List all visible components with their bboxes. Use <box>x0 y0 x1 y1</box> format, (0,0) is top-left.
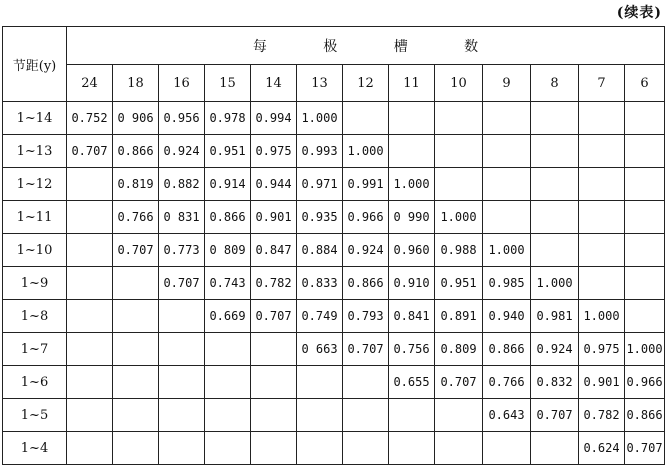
table-cell: 0.866 <box>205 201 251 234</box>
table-cell: 0.643 <box>483 399 531 432</box>
table-cell <box>113 432 159 465</box>
table-cell: 0.914 <box>205 168 251 201</box>
table-row <box>3 333 665 366</box>
table-cell <box>625 300 665 333</box>
table-cell <box>113 267 159 300</box>
slots-per-pole-header: 每 极 槽 数 <box>67 27 665 65</box>
table-cell: 0.743 <box>205 267 251 300</box>
table-cell: 0.773 <box>159 234 205 267</box>
table-cell <box>483 201 531 234</box>
table-cell: 0.866 <box>483 333 531 366</box>
table-cell <box>625 168 665 201</box>
table-cell <box>483 168 531 201</box>
continued-label: (续表) <box>616 5 662 21</box>
table-cell: 0.809 <box>435 333 483 366</box>
table-cell <box>579 267 625 300</box>
row-pitch-label: 1~11 <box>3 201 67 234</box>
table-cell: 0.940 <box>483 300 531 333</box>
table-row <box>3 267 665 300</box>
table-cell: 0.832 <box>531 366 579 399</box>
table-cell <box>389 399 435 432</box>
column-header-14: 14 <box>251 65 297 102</box>
table-cell <box>579 102 625 135</box>
table-cell: 0.707 <box>343 333 389 366</box>
table-cell: 0.882 <box>159 168 205 201</box>
row-pitch-label: 1~4 <box>3 432 67 465</box>
pitch-factor-table <box>2 26 665 465</box>
table-cell: 0 809 <box>205 234 251 267</box>
table-cell <box>579 135 625 168</box>
table-cell <box>67 366 113 399</box>
table-row <box>3 201 665 234</box>
table-cell <box>389 135 435 168</box>
column-header-18: 18 <box>113 65 159 102</box>
table-cell: 0.884 <box>297 234 343 267</box>
table-cell <box>67 234 113 267</box>
table-cell: 0.924 <box>343 234 389 267</box>
table-cell: 0.944 <box>251 168 297 201</box>
table-cell <box>435 168 483 201</box>
table-cell <box>205 366 251 399</box>
table-cell: 0.866 <box>113 135 159 168</box>
table-cell: 0.951 <box>435 267 483 300</box>
table-cell <box>251 366 297 399</box>
row-pitch-label: 1~7 <box>3 333 67 366</box>
table-row <box>3 168 665 201</box>
table-cell: 0.766 <box>483 366 531 399</box>
table-cell <box>159 333 205 366</box>
column-header-24: 24 <box>67 65 113 102</box>
table-cell <box>625 102 665 135</box>
pitch-header: 节距(y) <box>3 27 67 102</box>
table-cell <box>67 300 113 333</box>
table-cell <box>343 399 389 432</box>
table-cell <box>531 201 579 234</box>
table-cell: 0.707 <box>625 432 665 465</box>
table-cell <box>67 201 113 234</box>
table-cell <box>343 102 389 135</box>
table-cell: 1.000 <box>297 102 343 135</box>
table-cell <box>113 399 159 432</box>
table-cell <box>625 201 665 234</box>
table-cell: 0.910 <box>389 267 435 300</box>
table-cell: 0.988 <box>435 234 483 267</box>
table-cell: 0.985 <box>483 267 531 300</box>
table-cell <box>343 366 389 399</box>
table-cell <box>483 135 531 168</box>
table-cell: 1.000 <box>531 267 579 300</box>
table-cell: 0.782 <box>579 399 625 432</box>
table-cell <box>205 399 251 432</box>
table-cell: 0.994 <box>251 102 297 135</box>
table-cell <box>205 432 251 465</box>
table-row <box>3 102 665 135</box>
column-header-12: 12 <box>343 65 389 102</box>
table-cell: 0.956 <box>159 102 205 135</box>
column-header-16: 16 <box>159 65 205 102</box>
table-cell: 0 831 <box>159 201 205 234</box>
table-cell: 0.924 <box>159 135 205 168</box>
table-cell: 0.978 <box>205 102 251 135</box>
table-cell <box>297 399 343 432</box>
table-cell: 0.707 <box>251 300 297 333</box>
table-cell: 0.655 <box>389 366 435 399</box>
row-pitch-label: 1~12 <box>3 168 67 201</box>
table-cell <box>297 366 343 399</box>
table-cell: 0 990 <box>389 201 435 234</box>
table-cell: 0.707 <box>113 234 159 267</box>
table-cell <box>67 432 113 465</box>
table-cell <box>531 234 579 267</box>
table-cell <box>205 333 251 366</box>
table-cell <box>113 300 159 333</box>
table-cell <box>435 135 483 168</box>
table-row <box>3 234 665 267</box>
row-pitch-label: 1~8 <box>3 300 67 333</box>
table-cell: 1.000 <box>625 333 665 366</box>
table-row <box>3 399 665 432</box>
table-cell: 0.935 <box>297 201 343 234</box>
row-pitch-label: 1~9 <box>3 267 67 300</box>
table-cell: 0.749 <box>297 300 343 333</box>
table-cell <box>579 201 625 234</box>
table-cell: 0.924 <box>531 333 579 366</box>
table-cell: 0.866 <box>343 267 389 300</box>
table-cell: 0.833 <box>297 267 343 300</box>
table-cell: 0.966 <box>343 201 389 234</box>
table-cell: 1.000 <box>483 234 531 267</box>
table-cell <box>159 366 205 399</box>
table-cell: 0.782 <box>251 267 297 300</box>
table-cell <box>625 234 665 267</box>
table-cell <box>67 333 113 366</box>
table-cell <box>113 333 159 366</box>
column-header-6: 6 <box>625 65 665 102</box>
table-cell: 0.951 <box>205 135 251 168</box>
table-cell: 0.891 <box>435 300 483 333</box>
table-cell <box>625 135 665 168</box>
table-cell: 0.975 <box>251 135 297 168</box>
table-cell <box>435 432 483 465</box>
table-row <box>3 366 665 399</box>
table-cell <box>389 102 435 135</box>
table-cell: 0.707 <box>531 399 579 432</box>
table-cell: 0.707 <box>435 366 483 399</box>
table-cell: 0.971 <box>297 168 343 201</box>
table-cell <box>159 399 205 432</box>
column-header-7: 7 <box>579 65 625 102</box>
table-cell: 0.847 <box>251 234 297 267</box>
table-cell: 0.991 <box>343 168 389 201</box>
table-cell <box>251 432 297 465</box>
table-cell: 1.000 <box>343 135 389 168</box>
table-cell <box>67 399 113 432</box>
table-cell: 0.981 <box>531 300 579 333</box>
row-pitch-label: 1~14 <box>3 102 67 135</box>
table-cell: 0.707 <box>67 135 113 168</box>
table-cell: 0.756 <box>389 333 435 366</box>
row-pitch-label: 1~6 <box>3 366 67 399</box>
table-cell: 0 663 <box>297 333 343 366</box>
table-cell <box>483 102 531 135</box>
table-cell: 0.960 <box>389 234 435 267</box>
table-cell: 0.901 <box>251 201 297 234</box>
table-cell: 1.000 <box>579 300 625 333</box>
column-header-13: 13 <box>297 65 343 102</box>
table-cell <box>67 168 113 201</box>
table-row <box>3 432 665 465</box>
table-cell <box>389 432 435 465</box>
table-cell: 0.819 <box>113 168 159 201</box>
column-header-15: 15 <box>205 65 251 102</box>
table-cell: 1.000 <box>389 168 435 201</box>
table-cell: 0.866 <box>625 399 665 432</box>
column-header-10: 10 <box>435 65 483 102</box>
table-cell <box>531 432 579 465</box>
table-cell: 0.993 <box>297 135 343 168</box>
table-cell <box>531 135 579 168</box>
table-cell: 0.752 <box>67 102 113 135</box>
table-cell <box>483 432 531 465</box>
table-cell <box>435 399 483 432</box>
row-pitch-label: 1~10 <box>3 234 67 267</box>
table-cell <box>625 267 665 300</box>
table-cell: 1.000 <box>435 201 483 234</box>
table-cell: 0.901 <box>579 366 625 399</box>
table-cell <box>531 102 579 135</box>
table-cell <box>113 366 159 399</box>
table-cell <box>579 234 625 267</box>
table-row <box>3 135 665 168</box>
table-cell <box>297 432 343 465</box>
table-cell <box>159 432 205 465</box>
table-cell: 0.975 <box>579 333 625 366</box>
column-header-11: 11 <box>389 65 435 102</box>
table-cell <box>67 267 113 300</box>
table-cell: 0.624 <box>579 432 625 465</box>
row-pitch-label: 1~13 <box>3 135 67 168</box>
table-cell <box>159 300 205 333</box>
table-cell: 0.707 <box>159 267 205 300</box>
table-cell <box>343 432 389 465</box>
table-cell <box>531 168 579 201</box>
table-cell <box>251 333 297 366</box>
table-cell: 0.669 <box>205 300 251 333</box>
row-pitch-label: 1~5 <box>3 399 67 432</box>
table-cell: 0.793 <box>343 300 389 333</box>
table-cell: 0.966 <box>625 366 665 399</box>
table-row <box>3 300 665 333</box>
column-header-9: 9 <box>483 65 531 102</box>
table-cell <box>435 102 483 135</box>
table-cell: 0.766 <box>113 201 159 234</box>
table-cell <box>579 168 625 201</box>
column-header-8: 8 <box>531 65 579 102</box>
table-cell: 0 906 <box>113 102 159 135</box>
table-cell <box>251 399 297 432</box>
table-cell: 0.841 <box>389 300 435 333</box>
